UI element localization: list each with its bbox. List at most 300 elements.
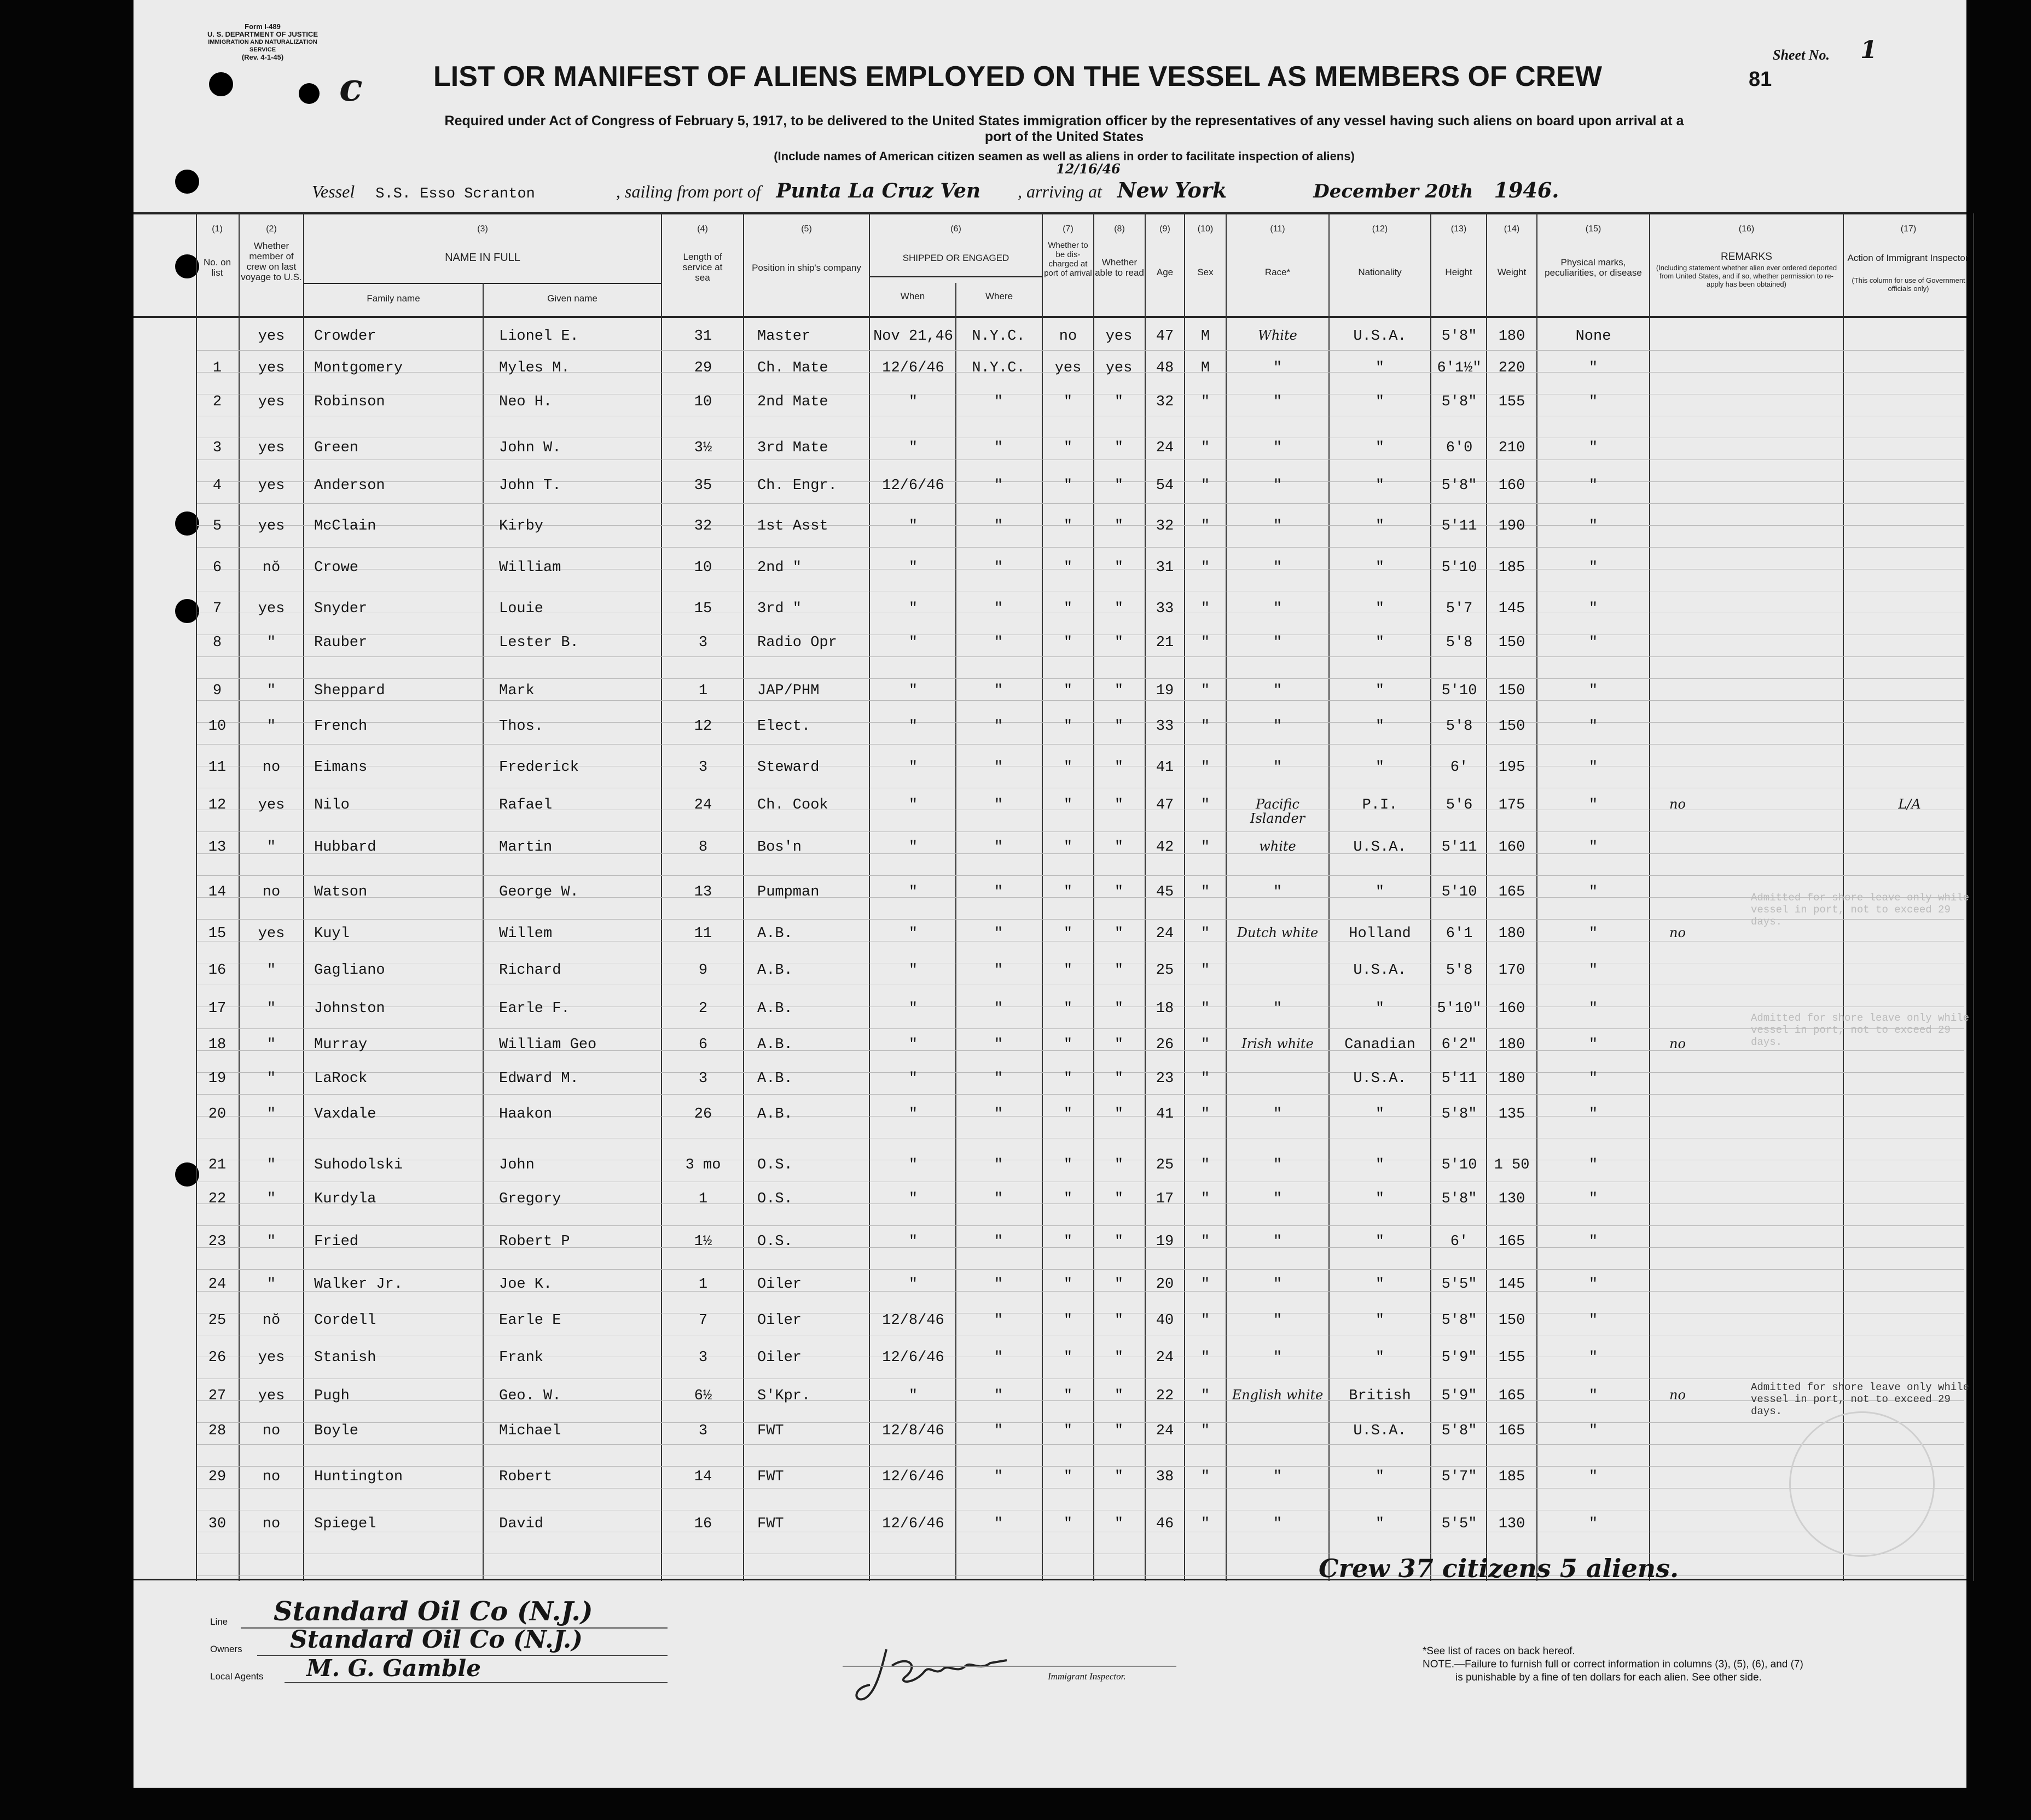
header-length-service: Length of service at sea [682,252,723,283]
sex-cell: " [1200,884,1210,900]
sex-cell: " [1200,1157,1210,1173]
nationality-cell: Canadian [1344,1037,1415,1053]
sex-cell: " [1200,518,1210,534]
table-row [0,328,1833,350]
weight-cell: 155 [1498,394,1525,410]
age-cell: 20 [1156,1276,1174,1293]
shipped-when-cell: " [908,1388,918,1404]
row-number: 17 [208,1001,227,1017]
table-row [0,1469,1833,1491]
service-length-cell: 7 [698,1312,708,1329]
service-length-cell: 6 [698,1037,708,1053]
sheet-number: 1 [1860,36,1877,64]
race-cell: " [1273,1157,1283,1173]
position-cell: FWT [757,1516,784,1532]
inspector-rule [843,1666,1176,1667]
nationality-cell: " [1375,1234,1385,1250]
row-number: 15 [208,926,227,942]
weight-cell: 150 [1498,635,1525,651]
height-cell: 6' [1450,1234,1469,1250]
nationality-cell: Holland [1349,926,1411,942]
family-name-cell: Kuyl [314,926,350,942]
physical-marks-cell: " [1588,440,1598,456]
position-cell: FWT [757,1469,784,1485]
physical-marks-cell: " [1588,635,1598,651]
weight-cell: 220 [1498,360,1525,376]
given-name-cell: Thos. [499,718,544,735]
given-name-cell: David [499,1516,544,1532]
family-name-cell: Pugh [314,1388,350,1404]
sex-cell: " [1200,601,1210,617]
family-name-cell: Kurdyla [314,1191,376,1207]
shipped-where-cell: N.Y.C. [972,360,1025,376]
nationality-cell: British [1349,1388,1411,1404]
service-length-cell: 3 [698,1350,708,1366]
sex-cell: " [1200,1037,1210,1053]
punch-hole [209,72,233,96]
family-name-cell: Robinson [314,394,385,410]
discharged-cell: " [1063,759,1073,776]
header-height: Height [1445,267,1472,277]
race-cell: " [1273,394,1283,410]
nationality-cell: " [1375,1312,1385,1329]
family-name-cell: Crowe [314,560,359,576]
physical-marks-cell: " [1588,1191,1598,1207]
service-length-cell: 11 [694,926,712,942]
shipped-when-cell: 12/6/46 [882,1469,944,1485]
vessel-name: S.S. Esso Scranton [375,186,535,202]
discharged-cell: " [1063,926,1073,942]
row-number: 29 [208,1469,227,1485]
shipped-when-cell: 12/8/46 [882,1312,944,1329]
family-name-cell: Sheppard [314,683,385,699]
discharged-cell: " [1063,1157,1073,1173]
stamp-note: Admitted for shore leave only while vessel in port, not to exceed 29 days. [1751,892,1970,928]
physical-marks-cell: " [1588,394,1598,410]
last-voyage-cell: " [266,1157,276,1173]
column-number: (4) [697,224,708,234]
height-cell: 6' [1450,759,1469,776]
table-row [0,926,1833,947]
able-to-read-cell: " [1114,718,1124,735]
height-cell: 5'11 [1441,839,1477,856]
position-cell: O.S. [757,1234,793,1250]
race-cell: " [1273,1469,1283,1485]
stamp-note: Admitted for shore leave only while vessel in port, not to exceed 29 days. [1751,1381,1970,1417]
physical-marks-cell: " [1588,718,1598,735]
weight-cell: 210 [1498,440,1525,456]
shipped-where-cell: " [994,926,1003,942]
owners-label: Owners [210,1644,242,1654]
header-bottom-rule [134,316,1966,318]
discharged-cell: " [1063,683,1073,699]
owners-value: Standard Oil Co (N.J.) [290,1626,583,1654]
discharged-cell: " [1063,718,1073,735]
table-row [0,360,1833,382]
shipped-when-cell: 12/6/46 [882,360,944,376]
position-cell: 1st Asst [757,518,828,534]
row-number: 25 [208,1312,227,1329]
row-number: 14 [208,884,227,900]
nationality-cell: " [1375,1276,1385,1293]
weight-cell: 145 [1498,1276,1525,1293]
physical-marks-cell: " [1588,683,1598,699]
discharged-cell: " [1063,1001,1073,1017]
last-voyage-cell: " [266,962,276,979]
position-cell: O.S. [757,1191,793,1207]
able-to-read-cell: " [1114,394,1124,410]
table-row [0,1037,1833,1059]
crew-summary: Crew 37 citizens 5 aliens. [1319,1554,1679,1583]
nationality-cell: " [1375,394,1385,410]
given-name-cell: Mark [499,683,535,699]
sex-cell: " [1200,1106,1210,1123]
family-name-cell: Montgomery [314,360,403,376]
last-voyage-cell: " [266,1276,276,1293]
sex-cell: " [1200,839,1210,856]
header-race: Race* [1264,267,1291,277]
table-row [0,1157,1833,1179]
table-bottom-rule [134,1579,1966,1580]
row-number: 5 [212,518,222,534]
physical-marks-cell: " [1588,560,1598,576]
given-name-cell: Joe K. [499,1276,553,1293]
last-voyage-cell: yes [258,328,285,345]
table-top-rule [134,212,1966,214]
discharged-cell: " [1063,1312,1073,1329]
remarks-cell: no [1669,925,1686,940]
ruled-line [197,875,1964,876]
physical-marks-cell: " [1588,360,1598,376]
revision-date: (Rev. 4-1-45) [241,53,284,61]
service-length-cell: 35 [694,478,712,494]
last-voyage-cell: yes [258,360,285,376]
nationality-cell: " [1375,1001,1385,1017]
service-length-cell: 3½ [694,440,712,456]
physical-marks-cell: None [1575,328,1611,345]
ruled-line [197,1225,1964,1226]
sex-cell: " [1200,962,1210,979]
row-number: 13 [208,839,227,856]
table-row [0,1423,1833,1445]
age-cell: 40 [1156,1312,1174,1329]
age-cell: 46 [1156,1516,1174,1532]
shipped-when-cell: " [908,683,918,699]
family-name-cell: Murray [314,1037,368,1053]
ruled-line [197,1575,1964,1576]
able-to-read-cell: " [1114,440,1124,456]
given-name-cell: Kirby [499,518,544,534]
able-to-read-cell: " [1114,1071,1124,1087]
nationality-cell: P.I. [1362,797,1398,813]
race-cell: " [1273,635,1283,651]
department-name: U. S. DEPARTMENT OF JUSTICE [207,30,318,38]
weight-cell: 150 [1498,718,1525,735]
page-number: 81 [1749,68,1772,91]
weight-cell: 130 [1498,1191,1525,1207]
weight-cell: 185 [1498,560,1525,576]
shipped-when-cell: " [908,394,918,410]
family-name-cell: Walker Jr. [314,1276,403,1293]
handwritten-mark: c [339,65,363,110]
arrival-date: December 20th [1313,181,1473,202]
shipped-when-cell: " [908,601,918,617]
height-cell: 6'2" [1441,1037,1477,1053]
race-cell: " [1273,440,1283,456]
shipped-where-cell: " [994,1312,1003,1329]
given-name-cell: Gregory [499,1191,561,1207]
age-cell: 41 [1156,759,1174,776]
row-number: 2 [212,394,222,410]
row-number: 11 [208,759,227,776]
age-cell: 41 [1156,1106,1174,1123]
shipped-where-cell: " [994,1037,1003,1053]
shipped-where-cell: " [994,1001,1003,1017]
nationality-cell: " [1375,518,1385,534]
race-cell: " [1273,1276,1283,1293]
able-to-read-cell: " [1114,797,1124,813]
row-number: 23 [208,1234,227,1250]
fine-note-continued: is punishable by a fine of ten dollars for each alien. See other side. [1455,1672,1762,1683]
height-cell: 5'8" [1441,478,1477,494]
service-length-cell: 26 [694,1106,712,1123]
shipped-when-cell: " [908,1037,918,1053]
nationality-cell: " [1375,1516,1385,1532]
row-number: 18 [208,1037,227,1053]
physical-marks-cell: " [1588,1350,1598,1366]
sex-cell: " [1200,1001,1210,1017]
given-name-cell: Haakon [499,1106,553,1123]
family-name-cell: Snyder [314,601,368,617]
discharged-cell: " [1063,1350,1073,1366]
age-cell: 47 [1156,328,1174,345]
position-cell: A.B. [757,1001,793,1017]
position-cell: Oiler [757,1350,802,1366]
weight-cell: 180 [1498,328,1525,345]
shipped-when-cell: " [908,1071,918,1087]
last-voyage-cell: nŏ [262,560,281,576]
family-name-cell: Gagliano [314,962,385,979]
able-to-read-cell: " [1114,926,1124,942]
shipped-when-cell: " [908,518,918,534]
nationality-cell: " [1375,478,1385,494]
column-number: (17) [1900,224,1917,234]
sex-cell: " [1200,440,1210,456]
shipped-where-cell: " [994,478,1003,494]
header-when: When [900,291,925,301]
row-number: 26 [208,1350,227,1366]
sex-cell: " [1200,926,1210,942]
shipped-where-cell: " [994,1106,1003,1123]
row-number: 3 [212,440,222,456]
sex-cell: " [1200,1516,1210,1532]
header-action: Action of Immigrant Inspector [1847,253,1969,263]
physical-marks-cell: " [1588,1001,1598,1017]
table-row [0,518,1833,540]
family-name-cell: McClain [314,518,376,534]
weight-cell: 165 [1498,1388,1525,1404]
table-row [0,635,1833,656]
physical-marks-cell: " [1588,1157,1598,1173]
shipped-where-cell: " [994,797,1003,813]
service-length-cell: 3 [698,1423,708,1439]
sex-cell: " [1200,683,1210,699]
physical-marks-cell: " [1588,601,1598,617]
age-cell: 54 [1156,478,1174,494]
table-row [0,1276,1833,1298]
race-cell: " [1273,1312,1283,1329]
height-cell: 5'8" [1441,1312,1477,1329]
sex-cell: M [1200,360,1210,376]
able-to-read-cell: " [1114,759,1124,776]
service-length-cell: 1½ [694,1234,712,1250]
physical-marks-cell: " [1588,1071,1598,1087]
physical-marks-cell: " [1588,926,1598,942]
weight-cell: 190 [1498,518,1525,534]
sex-cell: " [1200,1191,1210,1207]
shipped-when-cell: " [908,718,918,735]
able-to-read-cell: " [1114,518,1124,534]
shipped-when-cell: 12/6/46 [882,1350,944,1366]
position-cell: Elect. [757,718,811,735]
given-name-cell: Michael [499,1423,561,1439]
height-cell: 5'10" [1437,1001,1482,1017]
able-to-read-cell: " [1114,1037,1124,1053]
row-number: 21 [208,1157,227,1173]
sex-cell: " [1200,478,1210,494]
table-row [0,1388,1833,1410]
column-number: (7) [1063,224,1073,234]
agents-value: M. G. Gamble [306,1655,481,1682]
table-row [0,796,1921,826]
nationality-cell: " [1375,683,1385,699]
weight-cell: 160 [1498,478,1525,494]
height-cell: 5'8" [1441,328,1477,345]
physical-marks-cell: " [1588,759,1598,776]
family-name-cell: Watson [314,884,368,900]
header-given-name: Given name [547,293,597,304]
race-cell: Pacific Islander [1250,796,1305,826]
age-cell: 33 [1156,718,1174,735]
table-row [0,759,1833,781]
age-cell: 19 [1156,683,1174,699]
age-cell: 25 [1156,962,1174,979]
nationality-cell: " [1375,601,1385,617]
position-cell: FWT [757,1423,784,1439]
service-length-cell: 10 [694,560,712,576]
position-cell: 3rd Mate [757,440,828,456]
row-number: 30 [208,1516,227,1532]
header-sex: Sex [1197,267,1214,277]
service-length-cell: 3 [698,1071,708,1087]
nationality-cell: " [1375,1350,1385,1366]
position-cell: Radio Opr [757,635,837,651]
physical-marks-cell: " [1588,1037,1598,1053]
service-length-cell: 10 [694,394,712,410]
able-to-read-cell: " [1114,601,1124,617]
race-cell: " [1273,601,1283,617]
last-voyage-cell: yes [258,518,285,534]
sex-cell: " [1200,1276,1210,1293]
family-name-cell: Suhodolski [314,1157,403,1173]
nationality-cell: " [1375,560,1385,576]
service-length-cell: 8 [698,839,708,856]
weight-cell: 180 [1498,926,1525,942]
given-name-cell: Edward M. [499,1071,579,1087]
arrival-year: 1946. [1494,178,1559,202]
last-voyage-cell: no [262,1469,281,1485]
weight-cell: 175 [1498,797,1525,813]
weight-cell: 145 [1498,601,1525,617]
shipped-where-cell: " [994,394,1003,410]
position-cell: Oiler [757,1312,802,1329]
given-name-cell: William [499,560,561,576]
service-length-cell: 15 [694,601,712,617]
able-to-read-cell: " [1114,1276,1124,1293]
table-row [0,394,1833,416]
given-name-cell: Richard [499,962,561,979]
sex-cell: " [1200,718,1210,735]
table-row [0,1234,1833,1255]
age-cell: 23 [1156,1071,1174,1087]
weight-cell: 1 50 [1494,1157,1530,1173]
table-row [0,718,1833,740]
shipped-where-cell: " [994,1071,1003,1087]
height-cell: 6'0 [1446,440,1473,456]
age-cell: 42 [1156,839,1174,856]
service-length-cell: 1 [698,1191,708,1207]
nationality-cell: " [1375,1191,1385,1207]
last-voyage-cell: " [266,1071,276,1087]
position-cell: A.B. [757,1071,793,1087]
discharged-cell: " [1063,962,1073,979]
age-cell: 32 [1156,518,1174,534]
service-length-cell: 29 [694,360,712,376]
weight-cell: 165 [1498,1234,1525,1250]
given-name-cell: Willem [499,926,553,942]
height-cell: 6'1½" [1437,360,1482,376]
height-cell: 5'10 [1441,683,1477,699]
physical-marks-cell: " [1588,1516,1598,1532]
physical-marks-cell: " [1588,478,1598,494]
shipped-when-cell: " [908,560,918,576]
given-name-cell: Myles M. [499,360,570,376]
able-to-read-cell: " [1114,1388,1124,1404]
header-remarks-note: (Including statement whether alien ever ordered deported from United States, and if so, whether permission to re-apply has been obtained) [1656,264,1837,288]
header-age: Age [1156,267,1174,277]
column-number: (13) [1450,224,1467,234]
shipped-where-cell: " [994,884,1003,900]
able-to-read-cell: " [1114,1312,1124,1329]
last-voyage-cell: " [266,1001,276,1017]
height-cell: 5'6 [1446,797,1473,813]
row-number: 9 [212,683,222,699]
column-number: (2) [266,224,277,234]
service-length-cell: 31 [694,328,712,345]
remarks-cell: no [1669,1036,1686,1051]
position-cell: Ch. Mate [757,360,828,376]
position-cell: Ch. Engr. [757,478,837,494]
nationality-cell: " [1375,635,1385,651]
age-cell: 18 [1156,1001,1174,1017]
height-cell: 5'10 [1441,1157,1477,1173]
row-number: 20 [208,1106,227,1123]
sex-cell: " [1200,1469,1210,1485]
able-to-read-cell: " [1114,884,1124,900]
able-to-read-cell: " [1114,478,1124,494]
row-number: 19 [208,1071,227,1087]
sex-cell: M [1200,328,1210,345]
